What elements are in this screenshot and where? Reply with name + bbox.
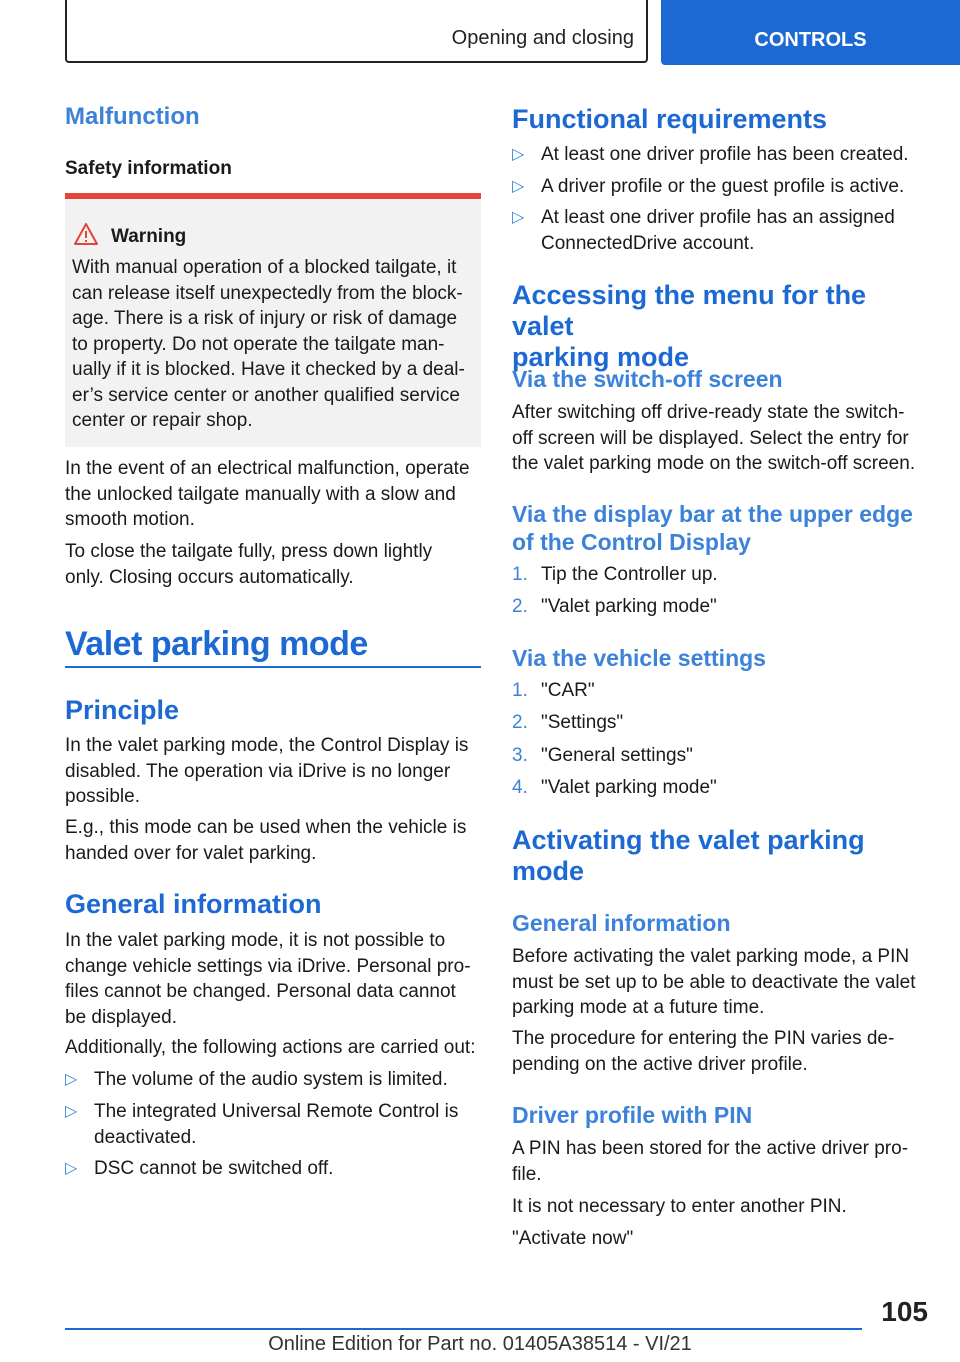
text-line: After switching off drive-ready state the switch- xyxy=(512,402,905,423)
list-item xyxy=(512,710,932,736)
list-item-text: DSC cannot be switched off. xyxy=(94,1158,334,1179)
heading-line: Via the display bar at the upper edge xyxy=(512,501,913,527)
warning-title: Warning xyxy=(111,226,187,247)
text-line: possible. xyxy=(65,786,140,807)
text-line: off screen will be displayed. Select the entry for xyxy=(512,427,909,449)
heading-line: Accessing the menu for the valet xyxy=(512,280,867,341)
step-text: "Settings" xyxy=(541,712,624,733)
text-line: parking mode at a future time. xyxy=(512,997,765,1018)
warning-line: to property. Do not operate the tailgate man‐ xyxy=(72,333,445,355)
header-chapter-tab[interactable]: CONTROLS xyxy=(661,0,960,65)
text-line: file. xyxy=(512,1163,542,1185)
heading-rule xyxy=(65,666,481,668)
triangle-right-icon: ▷ xyxy=(512,178,525,195)
list-item xyxy=(512,142,932,168)
list-item xyxy=(512,594,932,620)
text-line: The procedure for entering the PIN varies de‐ xyxy=(512,1028,895,1049)
warning-line: er’s service center or another qualified service xyxy=(72,384,460,406)
warning-line: ually if it is blocked. Have it checked by a deal‐ xyxy=(72,359,465,380)
text-line: disabled. The operation via iDrive is no longer xyxy=(65,760,451,782)
close-tailgate-paragraph xyxy=(65,539,432,590)
text-line: the valet parking mode on the switch-off screen. xyxy=(512,453,916,474)
text-line: handed over for valet parking. xyxy=(65,842,317,864)
list-item xyxy=(65,1099,481,1150)
heading-line: mode xyxy=(512,856,585,886)
text-line: In the valet parking mode, it is not possible to xyxy=(65,930,446,951)
text-line: be displayed. xyxy=(65,1006,177,1028)
valet-parking-main-heading: Valet parking mode xyxy=(65,625,368,663)
list-item-text: The integrated Universal Remote Control is xyxy=(94,1101,459,1122)
text-line: To close the tailgate fully, press down lightly xyxy=(65,541,433,562)
driver-pin-paragraph xyxy=(512,1136,908,1187)
triangle-right-icon: ▷ xyxy=(65,1160,78,1177)
text-line: the unlocked tailgate manually with a slow and xyxy=(65,483,456,505)
not-necessary-text: It is not necessary to enter another PIN. xyxy=(512,1196,847,1217)
heading-line: Activating the valet parking xyxy=(512,825,865,855)
step-text: "Valet parking mode" xyxy=(541,777,717,798)
switch-off-screen-heading: Via the switch-off screen xyxy=(512,366,783,392)
list-item-text: At least one driver profile has been created. xyxy=(541,144,909,165)
step-text: "Valet parking mode" xyxy=(541,596,717,617)
triangle-right-icon: ▷ xyxy=(65,1071,78,1088)
step-number: 1. xyxy=(512,564,528,585)
header-section-box xyxy=(65,0,648,63)
triangle-right-icon: ▷ xyxy=(512,209,525,226)
heading-line: parking mode xyxy=(512,342,690,372)
text-line: files cannot be changed. Personal data cannot xyxy=(65,981,456,1002)
text-line: pending on the active driver profile. xyxy=(512,1053,808,1075)
warning-line: With manual operation of a blocked tailgate, it xyxy=(72,257,457,278)
activate-now-text: "Activate now" xyxy=(512,1228,634,1249)
list-item-text: A driver profile or the guest profile is active. xyxy=(541,176,905,197)
step-number: 2. xyxy=(512,712,528,733)
step-number: 2. xyxy=(512,596,528,617)
list-item xyxy=(65,1067,481,1093)
text-line: Before activating the valet parking mode, a PIN xyxy=(512,946,910,967)
eg-paragraph xyxy=(65,815,466,866)
text-line: change vehicle settings via iDrive. Personal pro‐ xyxy=(65,955,471,977)
procedure-paragraph xyxy=(512,1026,894,1077)
additionally-text: Additionally, the following actions are carried out: xyxy=(65,1037,476,1058)
display-bar-heading xyxy=(512,500,913,556)
header-section-title: Opening and closing xyxy=(451,27,634,49)
general-info-heading: General information xyxy=(65,889,322,919)
edition-text: Online Edition for Part no. 01405A38514 - VI/21 xyxy=(268,1333,692,1355)
activating-heading xyxy=(512,825,865,887)
list-item xyxy=(512,205,932,256)
principle-heading: Principle xyxy=(65,695,180,725)
general-info-paragraph xyxy=(65,928,471,1030)
text-line: In the event of an electrical malfunction, operate xyxy=(65,458,470,479)
list-item xyxy=(512,562,932,588)
page-number: 105 xyxy=(881,1296,928,1327)
text-line: E.g., this mode can be used when the vehicle is xyxy=(65,817,467,838)
triangle-right-icon: ▷ xyxy=(65,1103,78,1120)
warning-line: age. There is a risk of injury or risk of damage xyxy=(72,308,458,329)
step-text: "CAR" xyxy=(541,680,595,701)
warning-line: can release itself unexpectedly from the block‐ xyxy=(72,282,463,304)
warning-text xyxy=(72,255,472,434)
vehicle-settings-heading: Via the vehicle settings xyxy=(512,645,766,671)
principle-paragraph xyxy=(65,733,468,810)
safety-info-heading: Safety information xyxy=(65,158,232,179)
list-item xyxy=(512,743,932,769)
malfunction-heading: Malfunction xyxy=(65,103,200,130)
text-line: must be set up to be able to deactivate the valet xyxy=(512,971,916,993)
warning-box xyxy=(65,193,481,447)
driver-profile-pin-heading: Driver profile with PIN xyxy=(512,1102,753,1128)
general-info-paragraph xyxy=(512,944,915,1021)
functional-requirements-heading: Functional requirements xyxy=(512,104,828,134)
list-item-text: The volume of the audio system is limited. xyxy=(94,1069,448,1090)
list-item-text: deactivated. xyxy=(94,1126,197,1148)
text-line: In the valet parking mode, the Control Display is xyxy=(65,735,469,756)
text-line: only. Closing occurs automatically. xyxy=(65,566,354,588)
general-info-heading: General information xyxy=(512,910,731,936)
list-item xyxy=(512,775,932,801)
list-item-text: At least one driver profile has an assigned xyxy=(541,207,895,228)
list-item-text: ConnectedDrive account. xyxy=(541,232,755,254)
list-item xyxy=(65,1156,481,1182)
step-number: 1. xyxy=(512,680,528,701)
text-line: smooth motion. xyxy=(65,509,195,530)
list-item xyxy=(512,678,932,704)
switch-off-paragraph xyxy=(512,400,915,477)
list-item xyxy=(512,174,932,200)
malfunction-paragraph xyxy=(65,456,470,533)
accessing-menu-heading xyxy=(512,280,932,373)
step-number: 4. xyxy=(512,777,528,798)
triangle-right-icon: ▷ xyxy=(512,146,525,163)
text-line: A PIN has been stored for the active driver pro‐ xyxy=(512,1138,909,1159)
step-number: 3. xyxy=(512,745,528,766)
step-text: "General settings" xyxy=(541,745,693,766)
step-text: Tip the Controller up. xyxy=(541,564,718,585)
warning-line: center or repair shop. xyxy=(72,410,253,431)
heading-line: of the Control Display xyxy=(512,529,751,555)
warning-triangle-icon xyxy=(73,222,99,246)
footer-rule xyxy=(65,1328,862,1330)
